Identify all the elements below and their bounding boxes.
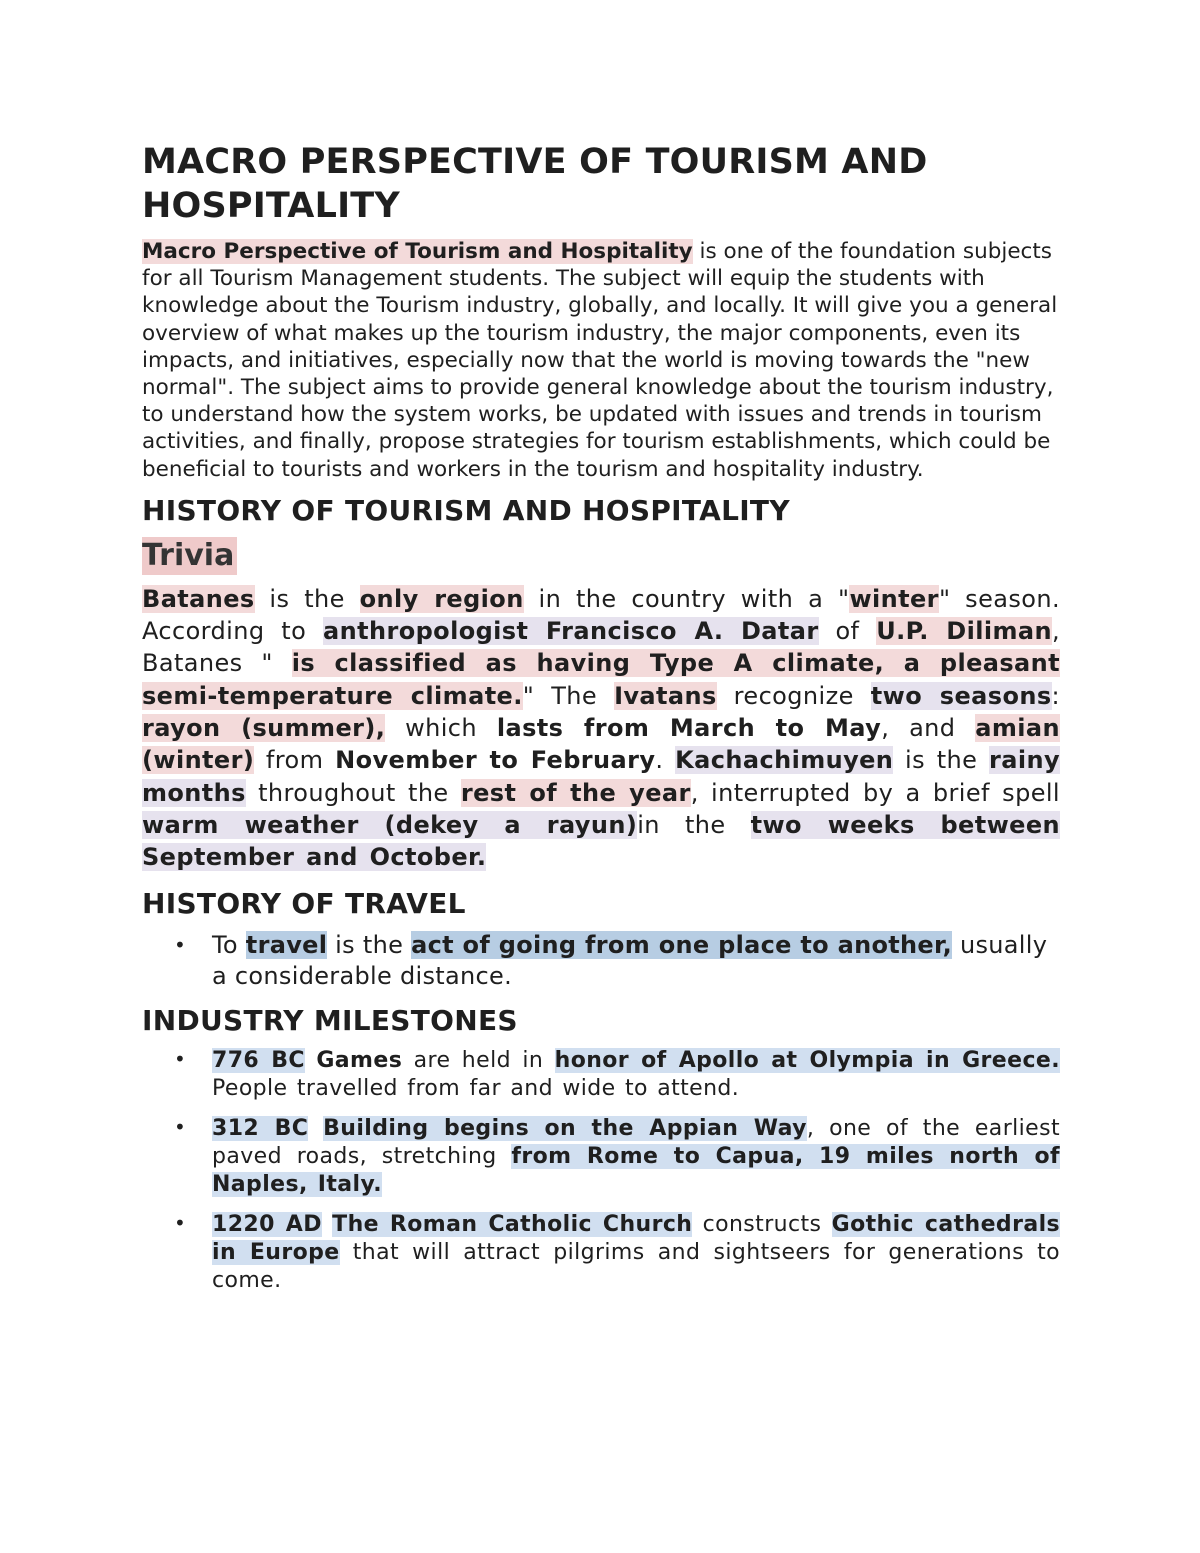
trivia-highlight: rainy months <box>142 746 1060 807</box>
intro-lead: Macro Perspective of Tourism and Hospitality <box>142 239 693 264</box>
trivia-paragraph <box>142 583 1060 874</box>
trivia-text: throughout the <box>245 778 461 807</box>
trivia-highlight: U.P. Diliman <box>876 617 1052 646</box>
trivia-highlight: lasts from March to May <box>496 714 882 743</box>
trivia-text: " season. According to <box>142 584 1060 646</box>
trivia-highlight: is classified as having Type A climate, a pleasant semi-temperature climate. <box>142 649 1060 710</box>
bullet-icon: • <box>174 1210 187 1235</box>
milestone-item <box>142 1115 1060 1199</box>
milestone-highlight: Games <box>316 1047 403 1073</box>
travel-list <box>142 930 1060 993</box>
list-item <box>142 930 1060 993</box>
trivia-text: in the country with a " <box>523 584 850 613</box>
trivia-highlight: winter <box>849 584 939 613</box>
trivia-heading-wrap <box>142 537 1060 575</box>
milestone-text: People travelled from far and wide to attend. <box>212 1075 740 1101</box>
bullet-icon: • <box>174 1114 187 1139</box>
trivia-text: is the <box>893 746 989 775</box>
trivia-text: , interrupted by a brief spell <box>690 778 1060 807</box>
milestones-heading: INDUSTRY MILESTONES <box>142 1003 518 1037</box>
milestone-highlight: 1220 AD <box>212 1211 322 1237</box>
trivia-highlight: Batanes <box>142 584 255 613</box>
travel-text: is the <box>327 930 412 959</box>
travel-highlight: travel <box>245 930 328 959</box>
milestone-highlight: 776 BC <box>212 1047 305 1073</box>
trivia-text: . <box>655 746 676 775</box>
trivia-text: recognize <box>716 681 871 710</box>
intro-paragraph <box>142 238 1060 483</box>
trivia-heading: Trivia <box>142 537 237 575</box>
history-heading: HISTORY OF TOURISM AND HOSPITALITY <box>142 493 790 527</box>
travel-highlight: act of going from one place to another, <box>411 930 953 959</box>
milestone-text: are held in <box>402 1047 555 1073</box>
intro-text: is one of the foundation subjects for all Tourism Management students. The subject will equip the students with knowledge about the Tourism industry, globally, and locally. It will give you a general overview of what makes up the tourism industry, the major components, even its impacts, and initiatives, especially now that the world is moving towards the "new normal". The subject aims to provide general knowledge about the tourism industry, to understand how the system works, be updated with issues and trends in tourism activities, and finally, propose strategies for tourism establishments, which could be beneficial to tourists and workers in the tourism and hospitality industry. <box>142 239 1058 482</box>
milestone-highlight: Gothic cathedrals in Europe <box>212 1211 1061 1265</box>
milestone-highlight: from Rome to Capua, 19 miles north of Naples, Italy. <box>212 1143 1061 1197</box>
trivia-highlight: warm weather (dekey a rayun) <box>142 810 638 839</box>
milestone-text: constructs <box>692 1211 832 1237</box>
trivia-text: , and <box>881 714 976 743</box>
trivia-text: which <box>385 714 497 743</box>
milestone-text <box>322 1212 332 1237</box>
document-body <box>142 140 1060 1307</box>
travel-text: To <box>212 930 246 959</box>
trivia-highlight: two seasons <box>870 681 1052 710</box>
milestone-item <box>142 1211 1060 1295</box>
milestone-highlight: 312 BC <box>212 1115 309 1141</box>
trivia-highlight: Kachachimuyen <box>675 746 894 775</box>
trivia-text: is the <box>254 584 360 613</box>
travel-text: usually a considerable distance. <box>212 930 1048 990</box>
trivia-highlight: only region <box>359 584 524 613</box>
milestone-text <box>212 1116 1060 1197</box>
milestone-text: that will attract pilgrims and sightseers for generations to come. <box>212 1239 1060 1293</box>
milestones-list <box>142 1047 1060 1295</box>
milestone-text: , one of the earliest paved roads, stretching <box>212 1115 1060 1169</box>
milestone-text <box>305 1048 316 1073</box>
trivia-highlight: rest of the year <box>460 778 691 807</box>
trivia-highlight: Ivatans <box>614 681 717 710</box>
travel-heading: HISTORY OF TRAVEL <box>142 886 466 920</box>
trivia-highlight: two weeks between September and October. <box>142 810 1061 872</box>
milestone-highlight: The Roman Catholic Church <box>332 1211 693 1237</box>
milestone-text <box>308 1116 323 1141</box>
trivia-text: , Batanes " <box>142 617 1061 678</box>
milestone-text <box>212 1048 1060 1101</box>
bullet-icon: • <box>174 1046 187 1071</box>
milestone-text <box>212 1212 1060 1293</box>
milestone-highlight: Building begins on the Appian Way <box>323 1115 807 1141</box>
trivia-highlight: anthropologist Francisco A. Datar <box>323 617 819 646</box>
trivia-text: from <box>254 746 336 775</box>
trivia-text: : <box>1051 681 1061 710</box>
trivia-highlight: November to February <box>335 746 656 775</box>
document-title: MACRO PERSPECTIVE OF TOURISM AND HOSPITALITY <box>142 142 928 226</box>
trivia-highlight: rayon (summer), <box>142 714 386 743</box>
trivia-text: in the <box>637 810 751 839</box>
trivia-highlight: amian (winter) <box>142 714 1060 775</box>
milestone-highlight: honor of Apollo at Olympia in Greece. <box>554 1047 1060 1073</box>
trivia-text: " The <box>522 681 615 710</box>
milestone-item <box>142 1047 1060 1103</box>
bullet-icon: • <box>174 932 187 957</box>
travel-definition <box>212 931 1047 991</box>
trivia-text: of <box>818 617 877 646</box>
